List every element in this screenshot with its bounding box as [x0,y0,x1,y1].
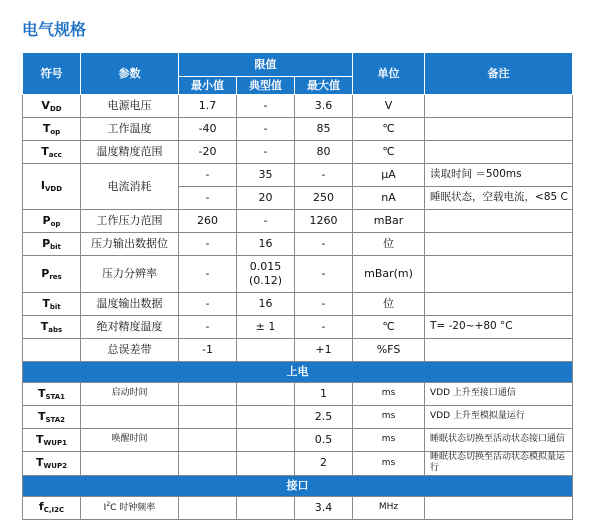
note-cell [425,339,573,362]
min-cell [179,406,237,429]
max-cell: 2 [295,452,353,476]
param-cell [81,452,179,476]
param-cell: 温度输出数据 [81,293,179,316]
symbol-cell: $T_{WUP1}$ [23,429,81,452]
min-cell: -20 [179,141,237,164]
note-cell: VDD 上升至接口通信 [425,383,573,406]
header-unit: 单位 [353,53,425,95]
note-cell: 睡眠状态切换至活动状态模拟量运行 [425,452,573,476]
header-param: 参数 [81,53,179,95]
table-row [23,452,573,476]
max-cell: 250 [295,187,353,210]
max-cell: +1 [295,339,353,362]
typ-cell: 20 [237,187,295,210]
note-cell: VDD 上升至模拟量运行 [425,406,573,429]
param-cell [81,406,179,429]
note-cell [425,95,573,118]
section-title-power: 上电 [23,362,573,383]
symbol-cell: $T_{WUP2}$ [23,452,81,476]
symbol-cell: $T_{bit}$ [23,293,81,316]
unit-cell: ℃ [353,118,425,141]
header-min: 最小值 [179,77,237,95]
param-cell: 唤醒时间 [81,429,179,452]
min-cell [179,496,237,519]
note-cell [425,141,573,164]
typ-cell [237,429,295,452]
typ-cell [237,339,295,362]
typ-cell: - [237,141,295,164]
note-cell: 读取时间 ＝500ms [425,164,573,187]
min-cell: - [179,164,237,187]
param-cell: 工作温度 [81,118,179,141]
typ-cell [237,383,295,406]
unit-cell: 位 [353,293,425,316]
unit-cell: mBar [353,210,425,233]
table-row [23,316,573,339]
typ-cell: - [237,210,295,233]
header-limit: 限值 [179,53,353,77]
symbol-cell: $P_{res}$ [23,256,81,293]
unit-cell: ms [353,429,425,452]
param-cell: 绝对精度温度 [81,316,179,339]
unit-cell: %FS [353,339,425,362]
note-cell: T= -20~+80 °C [425,316,573,339]
min-cell: - [179,187,237,210]
typ-cell [237,452,295,476]
unit-cell: mBar(m) [353,256,425,293]
param-cell: 温度精度范围 [81,141,179,164]
typ-cell: 35 [237,164,295,187]
unit-cell: 位 [353,233,425,256]
typ-cell [237,406,295,429]
section-row-interface [23,475,573,496]
table-row [23,406,573,429]
page-title: 电气规格 [22,20,87,39]
param-cell: 启动时间 [81,383,179,406]
table-row [23,118,573,141]
typ-cell: - [237,118,295,141]
max-cell: - [295,164,353,187]
note-cell [425,496,573,519]
table-row [23,293,573,316]
max-cell: - [295,293,353,316]
typ-cell: ± 1 [237,316,295,339]
unit-cell: MHz [353,496,425,519]
unit-cell: μA [353,164,425,187]
param-cell: $I^2C$ 时钟频率 [81,496,179,519]
note-cell: 睡眠状态，空载电流，<85 C [425,187,573,210]
min-cell: 1.7 [179,95,237,118]
spec-table [22,52,573,520]
symbol-cell: $V_{DD}$ [23,95,81,118]
symbol-cell: $T_{op}$ [23,118,81,141]
min-cell: - [179,316,237,339]
note-cell: 睡眠状态切换至活动状态接口通信 [425,429,573,452]
symbol-cell: $T_{STA1}$ [23,383,81,406]
symbol-cell: $P_{bit}$ [23,233,81,256]
unit-cell: nA [353,187,425,210]
param-cell: 工作压力范围 [81,210,179,233]
min-cell: - [179,293,237,316]
max-cell: 80 [295,141,353,164]
symbol-cell: $T_{acc}$ [23,141,81,164]
symbol-cell: $f_{C,I2C}$ [23,496,81,519]
typ-cell [237,496,295,519]
note-cell [425,256,573,293]
symbol-cell: $T_{abs}$ [23,316,81,339]
unit-cell: ms [353,452,425,476]
max-cell: 3.6 [295,95,353,118]
param-cell: 总误差带 [81,339,179,362]
max-cell: - [295,233,353,256]
header-note: 备注 [425,53,573,95]
param-cell: 压力分辨率 [81,256,179,293]
table-row [23,339,573,362]
note-cell [425,233,573,256]
unit-cell: V [353,95,425,118]
unit-cell: ms [353,406,425,429]
max-cell: 2.5 [295,406,353,429]
max-cell: 1 [295,383,353,406]
typ-cell: 0.015 (0.12) [237,256,295,293]
symbol-cell: $P_{op}$ [23,210,81,233]
max-cell: - [295,316,353,339]
min-cell [179,429,237,452]
min-cell: -40 [179,118,237,141]
header-symbol: 符号 [23,53,81,95]
typ-cell: 16 [237,293,295,316]
note-cell [425,118,573,141]
table-row [23,233,573,256]
max-cell: - [295,256,353,293]
typ-cell: 16 [237,233,295,256]
param-cell: 压力输出数据位 [81,233,179,256]
symbol-cell: $I_{VDD}$ [23,164,81,210]
header-typ: 典型值 [237,77,295,95]
table-row [23,256,573,293]
table-row [23,95,573,118]
unit-cell: ms [353,383,425,406]
table-row [23,210,573,233]
min-cell [179,383,237,406]
table-row [23,141,573,164]
max-cell: 3.4 [295,496,353,519]
table-row [23,496,573,519]
table-row [23,383,573,406]
param-cell: 电源电压 [81,95,179,118]
min-cell: 260 [179,210,237,233]
unit-cell: ℃ [353,141,425,164]
symbol-cell [23,339,81,362]
param-cell: 电流消耗 [81,164,179,210]
unit-cell: ℃ [353,316,425,339]
section-row-power [23,362,573,383]
max-cell: 1260 [295,210,353,233]
note-cell [425,293,573,316]
note-cell [425,210,573,233]
section-title-interface: 接口 [23,475,573,496]
min-cell [179,452,237,476]
min-cell: - [179,256,237,293]
max-cell: 0.5 [295,429,353,452]
header-max: 最大值 [295,77,353,95]
max-cell: 85 [295,118,353,141]
min-cell: -1 [179,339,237,362]
table-row [23,164,573,187]
typ-cell: - [237,95,295,118]
table-row [23,429,573,452]
symbol-cell: $T_{STA2}$ [23,406,81,429]
min-cell: - [179,233,237,256]
